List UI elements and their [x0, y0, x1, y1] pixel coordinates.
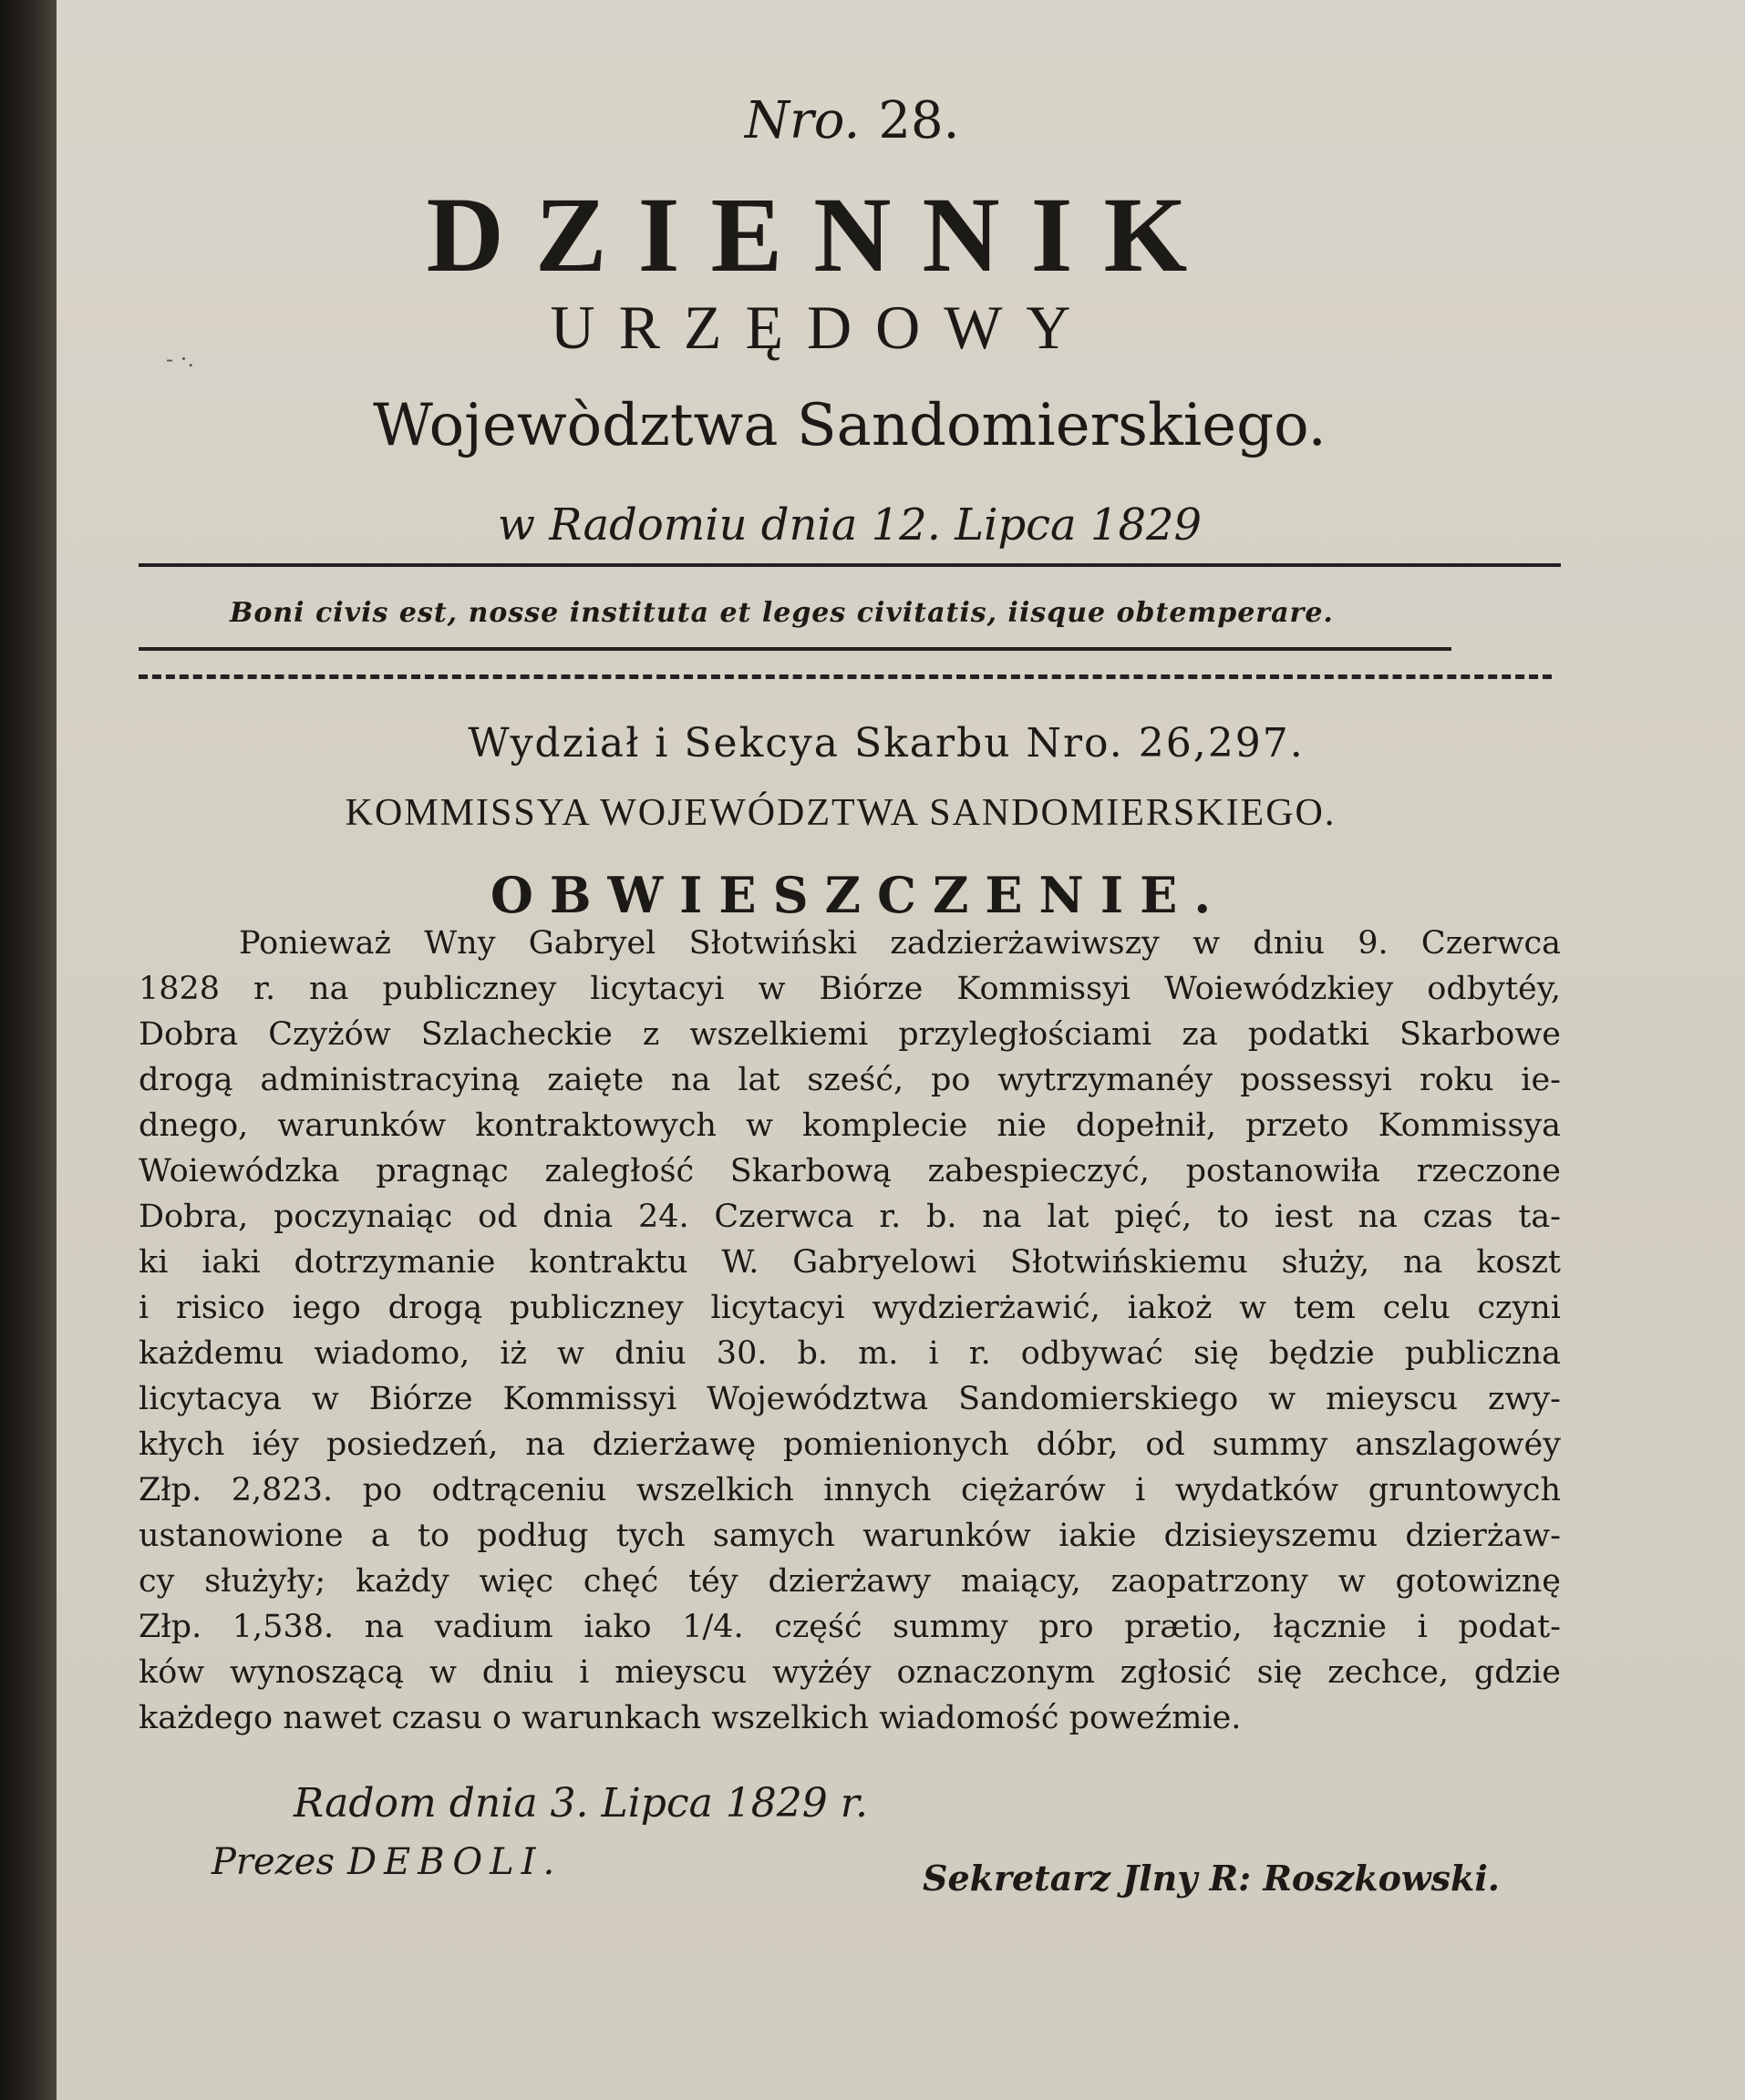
notice-line: dnego, warunków kontraktowych w komplecie nie dopełnił, przeto Kommissya — [139, 1107, 1561, 1144]
header-rule-bottom — [139, 647, 1451, 651]
masthead-region: Wojewòdztwa Sandomierskiego. — [373, 392, 1327, 459]
header-rule-top — [139, 563, 1561, 567]
masthead-subtitle: URZĘDOWY — [550, 293, 1095, 362]
notice-place-date: Radom dnia 3. Lipca 1829 r. — [294, 1780, 868, 1827]
notice-line: ki iaki dotrzymanie kontraktu W. Gabryelowi Słotwińskiemu służy, na koszt — [139, 1244, 1561, 1281]
issue-number-label: Nro. — [745, 91, 861, 150]
book-spine — [0, 0, 57, 2100]
notice-line: kłych iéy posiedzeń, na dzierżawę pomienionych dóbr, od summy anszlagowéy — [139, 1426, 1561, 1463]
notice-line: ków wynoszącą w dniu i mieyscu wyżéy oznaczonym zgłosić się zechce, gdzie — [139, 1654, 1561, 1691]
issue-number-value: 28. — [878, 91, 960, 150]
document-page — [57, 0, 1745, 2100]
notice-line: i risico iego drogą publiczney licytacyi wydzierżawić, iakoż w tem celu czyni — [139, 1290, 1561, 1326]
notice-line: ustanowione a to podług tych samych warunków iakie dzisieyszemu dzierżaw- — [139, 1518, 1561, 1554]
secretary-signature: Sekretarz Jlny R: Roszkowski. — [923, 1858, 1501, 1899]
notice-heading: OBWIESZCZENIE. — [490, 866, 1228, 924]
notice-line: 1828 r. na publiczney licytacyi w Biórze Kommissyi Woiewódzkiey odbytéy, — [139, 971, 1561, 1007]
notice-line: drogą administracyiną zaięte na lat sześć, po wytrzymanéy possessyi roku ie- — [139, 1062, 1561, 1098]
masthead-title: DZIENNIK — [426, 175, 1219, 294]
issuing-authority: KOMMISSYA WOJEWÓDZTWA SANDOMIERSKIEGO. — [345, 792, 1337, 834]
notice-line: cy służyły; każdy więc chęć téy dzierżawy maiący, zaopatrzony w gotowiznę — [139, 1563, 1561, 1600]
header-dashed-rule — [139, 674, 1552, 679]
section-reference: Wydział i Sekcya Skarbu Nro. 26,297. — [468, 720, 1305, 767]
margin-mark: - ·. — [166, 346, 194, 372]
notice-line: Dobra, poczynaiąc od dnia 24. Czerwca r. b. na lat pięć, to iest na czas ta- — [139, 1199, 1561, 1235]
notice-line: Złp. 1,538. na vadium iako 1/4. część summy pro prætio, łącznie i podat- — [139, 1609, 1561, 1645]
notice-line: licytacya w Biórze Kommissyi Województwa Sandomierskiego w mieyscu zwy- — [139, 1381, 1561, 1417]
notice-line: każdego nawet czasu o warunkach wszelkich wiadomość poweźmie. — [139, 1700, 1242, 1736]
notice-line: Złp. 2,823. po odtrąceniu wszelkich innych ciężarów i wydatków gruntowych — [139, 1472, 1561, 1508]
masthead-motto: Boni civis est, nosse instituta et leges civitatis, iisque obtemperare. — [230, 597, 1334, 629]
president-title: Prezes — [212, 1841, 335, 1883]
notice-line: każdemu wiadomo, iż w dniu 30. b. m. i r. odbywać się będzie publiczna — [139, 1335, 1561, 1372]
notice-line: Woiewódzka pragnąc zaległość Skarbową zabespieczyć, postanowiła rzeczone — [139, 1153, 1561, 1189]
notice-line: Dobra Czyżów Szlacheckie z wszelkiemi przyległościami za podatki Skarbowe — [139, 1016, 1561, 1053]
issue-place-date: w Radomiu dnia 12. Lipca 1829 — [497, 499, 1203, 551]
president-name: DEBOLI. — [346, 1841, 563, 1883]
issue-number — [745, 91, 959, 150]
president-signature — [212, 1841, 562, 1883]
notice-line: Ponieważ Wny Gabryel Słotwiński zadzierżawiwszy w dniu 9. Czerwca — [239, 925, 1561, 962]
